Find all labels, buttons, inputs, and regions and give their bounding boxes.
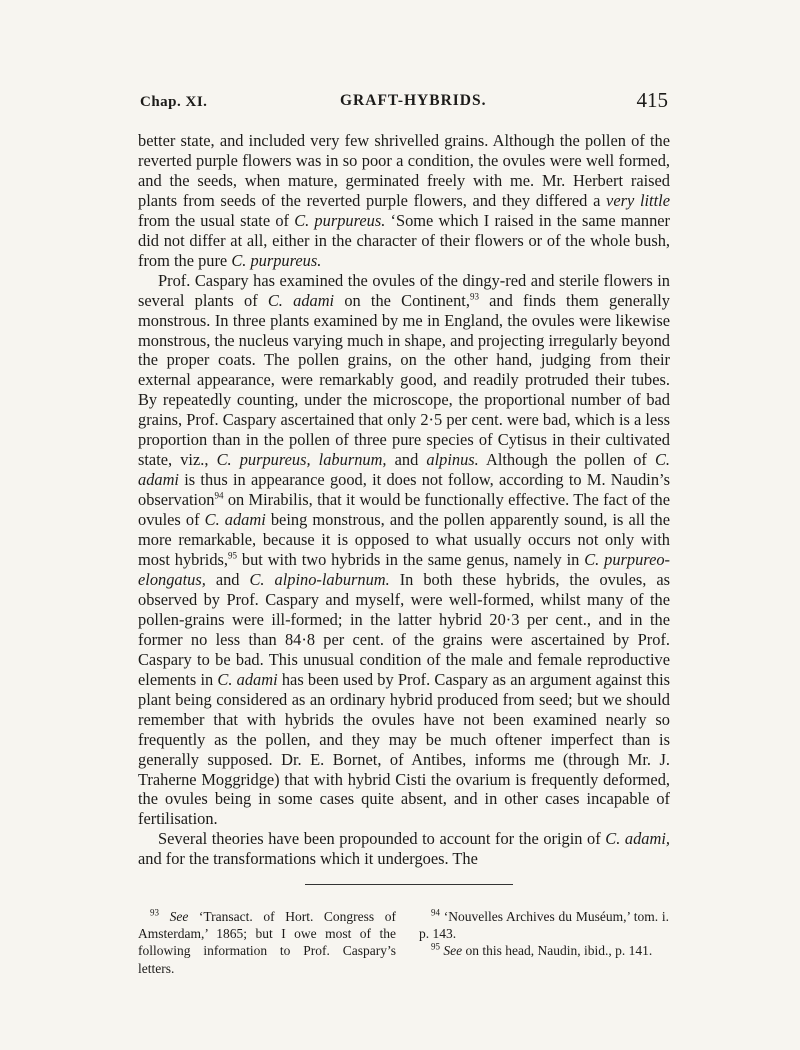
text-run: and for the transformations which it undergoes. The	[138, 849, 478, 869]
text-run: Prof. Caspary has examined the ovules of the dingy-red and sterile flowers in several plants of	[138, 270, 670, 310]
footnote-93	[138, 908, 396, 977]
footnotes-right-column	[419, 908, 669, 960]
footnote-ref-95[interactable]: 95	[228, 550, 238, 561]
italic-run: C. purpureus.	[231, 250, 322, 270]
italic-run: See	[443, 943, 463, 959]
footnote-95	[419, 942, 669, 959]
footnote-divider	[305, 884, 513, 885]
italic-run: very little	[606, 190, 670, 210]
paragraph-2	[138, 271, 670, 830]
text-run: being monstrous, and the pollen apparently sound, is all the more remarkable, because it is opposed to what usually occurs not only with most hybrids,	[138, 510, 670, 570]
italic-run: C. alpino-laburnum.	[249, 569, 390, 589]
text-run: Although the pollen of	[478, 450, 655, 470]
footnote-text: on this head, Naudin, ibid., p. 141.	[462, 943, 653, 959]
italic-run: C. adami	[217, 669, 278, 689]
italic-run: alpinus.	[426, 450, 479, 470]
text-run: on the Continent,	[334, 290, 470, 310]
italic-run: C. purpureus, laburnum,	[216, 450, 387, 470]
footnotes-left-column	[138, 908, 396, 977]
paragraph-1	[138, 131, 670, 271]
text-run: ‘Some which I raised in the same manner did not differ at all, either in the character of their flowers or of the whole bush, from the pure	[138, 210, 671, 270]
italic-run: C. adami	[267, 290, 335, 310]
italic-run: C. adami	[204, 510, 266, 530]
text-run: and	[386, 450, 427, 470]
chapter-label: Chap. XI.	[140, 94, 208, 110]
text-run: and finds them generally monstrous. In three plants examined by me in England, the ovules were likewise monstrous, the nucleus varying much in shape, and projecting irregularly beyond the proper coats. The pollen grains, on the other hand, judging from their external appearance, were remarkably good, and readily protruded their tubes. By repeatedly counting, under the microscope, the proportional number of bad grains, Prof. Caspary ascertained that only 2·5 per cent. were bad, which is a less proportion than in the pollen of three pure species of Cytisus in their cultivated state, viz.,	[138, 290, 671, 470]
italic-run: C. purpureo-elongatus,	[138, 550, 670, 589]
text-run: is thus in appearance good, it does not follow, according to M. Naudin’s observation	[138, 470, 670, 510]
italic-run: C. purpureus.	[294, 210, 386, 230]
running-title: GRAFT-HYBRIDS.	[340, 92, 487, 109]
paragraph-3	[138, 829, 670, 869]
footnote-number: 94	[431, 907, 440, 918]
text-run: Several theories have been propounded to account for the origin of	[158, 829, 606, 849]
text-run: on Mirabilis, that it would be functionally effective. The fact of the ovules of	[138, 490, 670, 530]
text-run: from the usual state of	[138, 210, 295, 230]
text-run: but with two hybrids in the same genus, namely in	[237, 550, 585, 570]
footnote-94	[419, 908, 669, 942]
italic-run: C. adami,	[605, 829, 670, 849]
italic-run: See	[169, 909, 189, 924]
body-text	[138, 131, 670, 869]
footnote-text: ‘Transact. of Hort. Congress of Amsterdam,’ 1865; but I owe most of the following information to Prof. Caspary’s letters.	[138, 909, 397, 976]
page-number: 415	[636, 88, 668, 112]
footnote-ref-94[interactable]: 94	[214, 490, 224, 501]
italic-run: C. adami	[138, 450, 670, 490]
footnote-text: ‘Nouvelles Archives du Muséum,’ tom. i. p. 143.	[419, 909, 669, 942]
running-header	[140, 88, 668, 118]
text-run: has been used by Prof. Caspary as an argument against this plant being considered as an ordinary hybrid produced from seed; but we should remember that with hybrids the ovules have not been examined nearly so frequently as the pollen, and they may be much oftener imperfect than is generally supposed. Dr. E. Bornet, of Antibes, informs me (through Mr. J. Traherne Moggridge) that with hybrid Cisti the ovarium is frequently deformed, the ovules being in some cases quite absent, and in other cases incapable of fertilisation.	[138, 669, 670, 829]
footnote-ref-93[interactable]: 93	[469, 291, 479, 302]
text-run: In both these hybrids, the ovules, as observed by Prof. Caspary and myself, were well-formed, whilst many of the pollen-grains were ill-formed; in the latter hybrid 20·3 per cent., and in the former no less than 84·8 per cent. of the grains were ascertained by Prof. Caspary to be bad. This unusual condition of the male and female reproductive elements in	[138, 569, 670, 689]
footnote-number: 95	[431, 941, 440, 952]
text-run: better state, and included very few shrivelled grains. Although the pollen of the reverted purple flowers was in so poor a condition, the ovules were well formed, and the seeds, when mature, germinated freely with me. Mr. Herbert raised plants from seeds of the reverted purple flowers, and they differed a	[138, 131, 670, 210]
footnote-number: 93	[150, 907, 159, 918]
text-run: and	[205, 569, 250, 589]
